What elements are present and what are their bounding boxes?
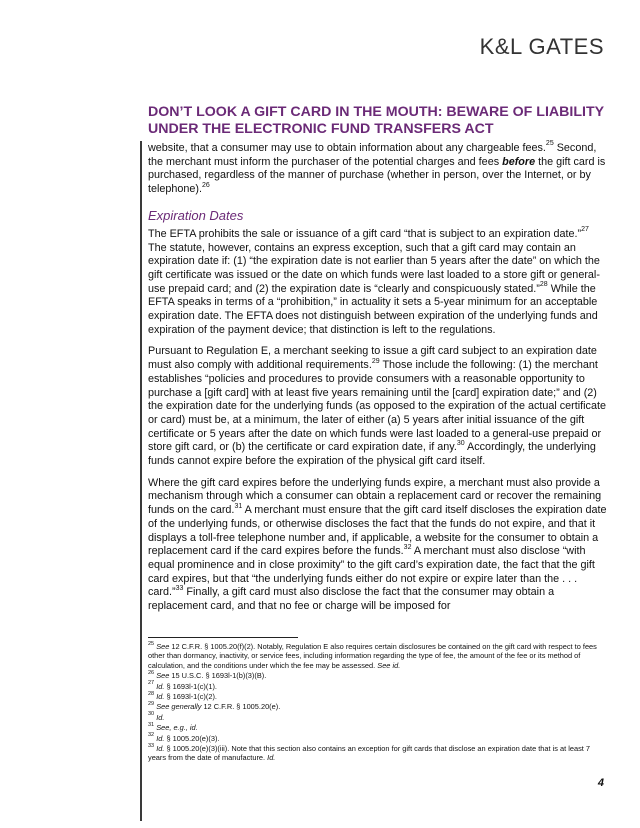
footnote-ref[interactable]: 30 — [456, 439, 465, 447]
footnotes — [148, 642, 608, 764]
footnote-ref[interactable]: 27 — [581, 226, 589, 234]
footnote: $^{31}$ See, e.g., id. — [148, 721, 198, 733]
paragraph-3: Pursuant to Regulation E, a merchant seeking to issue a gift card subject to an expiration date must also comply with additional requirements.$^{29}$ Those include the following: (1) the merchant establishes “policies and procedures to provide consumers with a reasonable opportunity to purchase a [gift card] with at least five years remaining until the [card] expiration date;” and (2) the expiration date for the underlying funds (as opposed to the expiration of the actual certificate or card) must be, at a minimum, the later of either (a) 5 years after initial issuance of the gift certificate or 5 years after the date on which funds were last loaded to a general-use prepaid or store gift card, or (b) the certificate or card expiration date, if any.$^{30}$ Accordingly, the underlying funds cannot expire before the expiration of the physical gift card itself. — [148, 345, 606, 468]
left-margin-rule — [140, 141, 142, 821]
footnote-ref[interactable]: 32 — [403, 543, 412, 551]
footnote-ref[interactable]: 29 — [371, 357, 380, 365]
footnote-separator — [148, 637, 298, 638]
footnote-ref[interactable]: 33 — [175, 584, 184, 592]
paragraph-1: website, that a consumer may use to obtain information about any chargeable fees.$^{25}$ Second, the merchant must inform the purchaser of the potential charges and fees before the gift card is purchased, regardless of the manner of purchase (whether in person, over the Internet, or by telephone).$^{26}$ — [148, 140, 606, 196]
section-heading: Expiration Dates — [148, 207, 244, 223]
firm-logo: K&L GATES — [479, 34, 604, 59]
paragraph-2: The EFTA prohibits the sale or issuance of a gift card “that is subject to an expiration date.”$^{27}$ The statute, however, contains an express exception, such that a gift card may contain an expiration date if: (1) “the expiration date is not earlier than 5 years after the date” on which the gift certificate was issued or the date on which funds were last loaded to a store gift or general-use prepaid card; and (2) the expiration date is “clearly and conspicuously stated.”$^{28}$ While the EFTA speaks in terms of a “prohibition,” in actuality it sets a 5-year minimum for an acceptable expiration date. The EFTA does not distinguish between expiration of the underlying funds and expiration of the payment device; that distinction is left to the regulations. — [148, 226, 600, 336]
footnote: $^{33}$ Id. § 1005.20(e)(3)(iii). Note that this section also contains an exception for gift cards that disclose an expiration date that is at least 7 years from the date of manufacture. Id. — [148, 742, 591, 763]
footnote-ref[interactable]: 28 — [539, 281, 548, 289]
page-number: 4 — [597, 777, 604, 789]
footnote: $^{32}$ Id. § 1005.20(e)(3). — [148, 732, 220, 743]
footnote: $^{27}$ Id. § 1693l-1(c)(1). — [148, 680, 217, 691]
article-body — [148, 142, 608, 622]
footnote: $^{30}$ Id. — [148, 711, 165, 722]
paragraph-4: Where the gift card expires before the underlying funds expire, a merchant must also provide a mechanism through which a consumer can obtain a replacement card or recover the remaining funds on the card.$^{31}$ A merchant must ensure that the gift card itself discloses the expiration date of the underlying funds, or otherwise discloses the fact that the funds do not expire, and that it displays a toll-free telephone number and, if applicable, a website for the consumer to obtain a replacement card if the card expires before the funds.$^{32}$ A merchant must also disclose “with equal prominence and in close proximity” to the gift card’s expiration date, the fact that the gift card expires, but that “the underlying funds either do not expire or expire later than the . . . card.”$^{33}$ Finally, a gift card must also disclose the fact that the consumer may obtain a replacement card, and that no fee or charge will be imposed for — [148, 476, 607, 613]
article-title: DON’T LOOK A GIFT CARD IN THE MOUTH: BEWARE OF LIABILITY UNDER THE ELECTRONIC FUND TRANSFERS ACT — [148, 104, 604, 137]
footnote: $^{25}$ See 12 C.F.R. § 1005.20(f)(2). Notably, Regulation E also requires certain disclosures be contained on the gift card with respect to fees other than dormancy, inactivity, or service fees, including information regarding the type of fee, the amount of the fee or its method of calculation, and the conditions under which the fee may be assessed. See id. — [148, 640, 597, 670]
footnote: $^{26}$ See 15 U.S.C. § 1693l-1(b)(3)(B). — [148, 669, 267, 681]
footnote: $^{28}$ Id. § 1693l-1(c)(2). — [148, 690, 217, 702]
footnote-ref[interactable]: 26 — [202, 181, 210, 189]
footnote-ref[interactable]: 25 — [545, 140, 554, 148]
footnote-ref[interactable]: 31 — [234, 502, 243, 510]
footnote: $^{29}$ See generally 12 C.F.R. § 1005.20(e). — [148, 700, 281, 712]
